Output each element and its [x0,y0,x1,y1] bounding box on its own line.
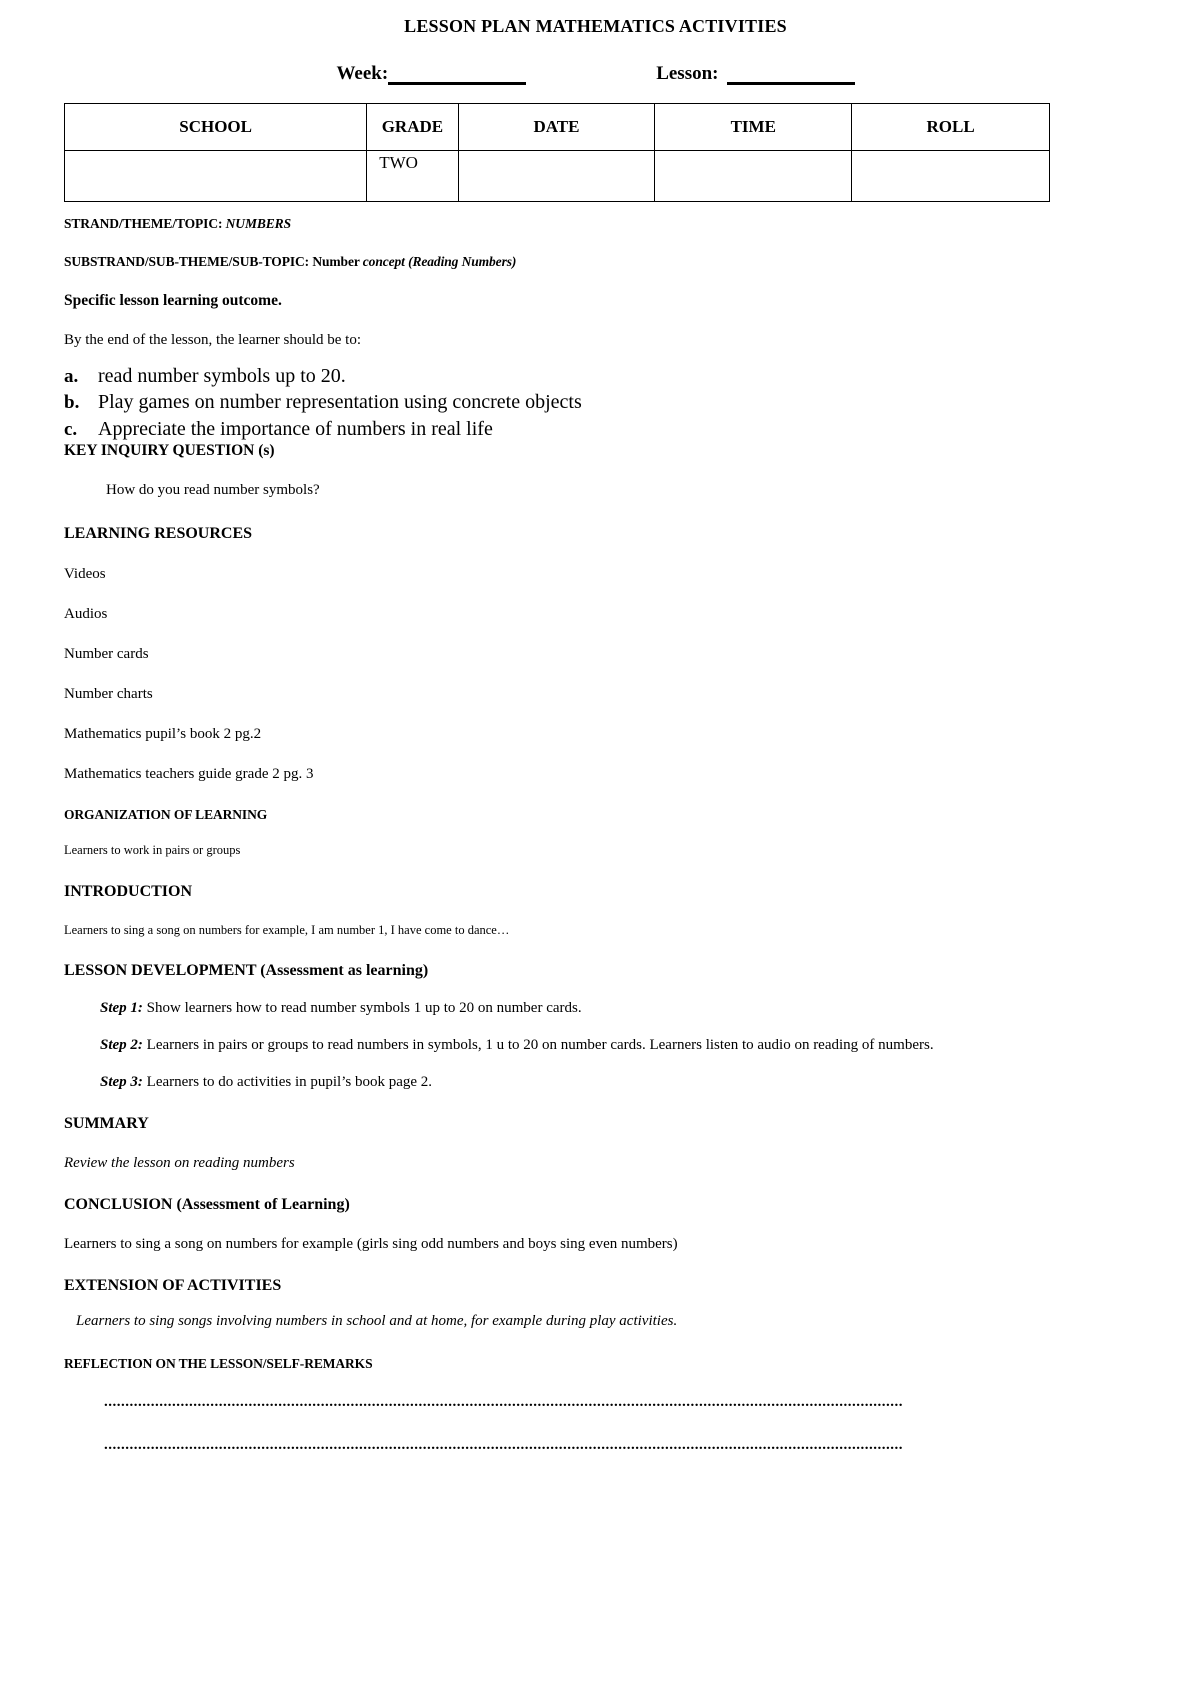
strand-line [64,216,1131,232]
document-body [64,216,1131,1454]
learning-resource-item: Number charts [64,686,153,703]
cell-time[interactable] [655,151,852,202]
column-header-time: TIME [655,104,852,151]
lesson-plan-document [0,8,1191,1692]
substrand-value-italic: concept (Reading Numbers) [362,254,517,269]
week-field [336,63,526,85]
lesson-info-table [64,103,1050,202]
reflection-line[interactable]: ............................................................................................................................................................................................ [104,1437,903,1454]
summary-text: Review the lesson on reading numbers [64,1155,295,1172]
column-header-grade: GRADE [367,104,458,151]
step-label: Step 1: [100,1000,143,1017]
conclusion-heading: CONCLUSION (Assessment of Learning) [64,1196,350,1214]
list-item-marker: c. [64,418,78,440]
learning-resource-item: Audios [64,606,108,623]
week-label: Week: [336,63,389,84]
lesson-input-blank[interactable] [727,63,855,85]
list-item [64,389,1131,415]
cell-grade[interactable]: TWO [367,151,458,202]
step-text: Learners to do activities in pupil’s book page 2. [142,1074,433,1091]
substrand-value-bold: Number [312,254,360,269]
column-header-roll: ROLL [852,104,1050,151]
conclusion-text: Learners to sing a song on numbers for example (girls sing odd numbers and boys sing even numbers) [64,1236,678,1253]
table-header-row [65,104,1050,151]
week-input-blank[interactable] [388,63,526,85]
lesson-step [100,1000,1131,1017]
summary-heading: SUMMARY [64,1115,149,1133]
column-header-school: SCHOOL [65,104,367,151]
learning-resource-item: Mathematics pupil’s book 2 pg.2 [64,726,262,743]
introduction-text: Learners to sing a song on numbers for example, I am number 1, I have come to dance… [64,923,510,938]
substrand-label: SUBSTRAND/SUB-THEME/SUB-TOPIC: [64,254,310,269]
step-text: Show learners how to read number symbols 1 up to 20 on number cards. [142,1000,582,1017]
list-item [64,363,1131,389]
extension-heading: EXTENSION OF ACTIVITIES [64,1277,282,1295]
key-inquiry-question: How do you read number symbols? [106,482,320,499]
step-label: Step 3: [100,1074,143,1091]
table-row [65,151,1050,202]
step-label: Step 2: [100,1037,143,1054]
week-lesson-row [0,63,1191,85]
list-item [64,416,1131,442]
lesson-development-heading: LESSON DEVELOPMENT (Assessment as learning) [64,962,429,980]
strand-value: NUMBERS [225,216,291,231]
organization-text: Learners to work in pairs or groups [64,843,241,858]
learning-resources-heading: LEARNING RESOURCES [64,525,253,543]
outcome-intro-text: By the end of the lesson, the learner should be to: [64,332,362,348]
cell-school[interactable] [65,151,367,202]
list-item-label: read number symbols up to 20. [98,365,346,387]
substrand-line [64,254,1131,270]
reflection-heading: REFLECTION ON THE LESSON/SELF-REMARKS [64,1356,373,1372]
list-item-label: Appreciate the importance of numbers in real life [98,417,493,440]
lesson-step [100,1037,1131,1054]
learning-outcomes-list [64,363,1131,442]
learning-resource-item: Videos [64,566,106,583]
learning-resource-item: Mathematics teachers guide grade 2 pg. 3 [64,766,314,783]
page-title: LESSON PLAN MATHEMATICS ACTIVITIES [404,16,787,36]
organization-heading: ORGANIZATION OF LEARNING [64,807,268,823]
lesson-step [100,1074,1131,1091]
step-text: Learners in pairs or groups to read numbers in symbols, 1 u to 20 on number cards. Learners listen to audio on reading of numbers. [142,1037,934,1054]
list-item-label: Play games on number representation using concrete objects [98,391,582,414]
key-inquiry-heading: KEY INQUIRY QUESTION (s) [64,442,275,460]
learning-resource-item: Number cards [64,646,149,663]
column-header-date: DATE [458,104,655,151]
cell-date[interactable] [458,151,655,202]
list-item-marker: a. [64,366,79,387]
cell-roll[interactable] [852,151,1050,202]
introduction-heading: INTRODUCTION [64,883,193,901]
extension-text: Learners to sing songs involving numbers in school and at home, for example during play activities. [76,1313,678,1330]
specific-outcome-heading: Specific lesson learning outcome. [64,292,282,309]
lesson-field [656,63,854,85]
reflection-line[interactable]: ............................................................................................................................................................................................ [104,1394,903,1411]
strand-label: STRAND/THEME/TOPIC: [64,216,223,231]
lesson-label: Lesson: [656,63,719,84]
list-item-marker: b. [64,392,80,414]
